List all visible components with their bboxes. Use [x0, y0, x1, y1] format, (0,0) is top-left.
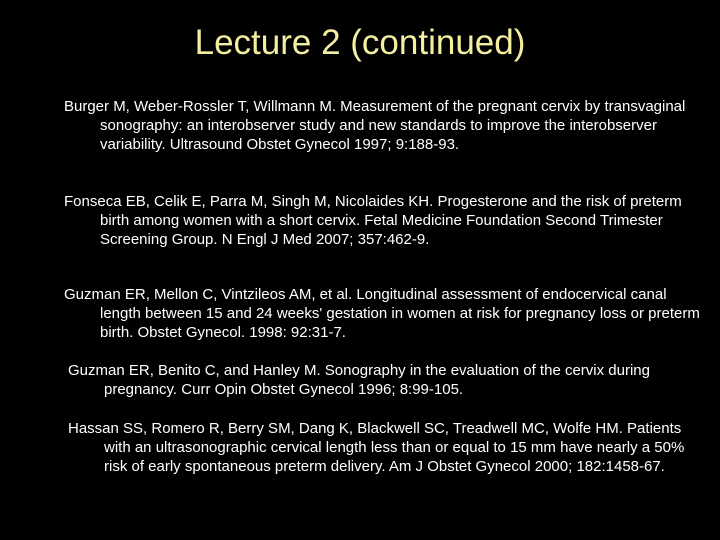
- slide-title: Lecture 2 (continued): [194, 23, 526, 62]
- reference-guzman-mellon: Guzman ER, Mellon C, Vintzileos AM, et al. Longitudinal assessment of endocervical canal length between 15 and 24 weeks' gestation in women at risk for pregnancy loss or preterm birth. Obstet Gynecol. 1998: 92:31-7.: [64, 286, 700, 341]
- reference-fonseca: Fonseca EB, Celik E, Parra M, Singh M, Nicolaides KH. Progesterone and the risk of preterm birth among women with a short cervix. Fetal Medicine Foundation Second Trimester Screening Group. N Engl J Med 2007; 357:462-9.: [64, 193, 682, 248]
- reference-hassan: Hassan SS, Romero R, Berry SM, Dang K, Blackwell SC, Treadwell MC, Wolfe HM. Patients with an ultrasonographic cervical length less than or equal to 15 mm have nearly a 50% risk of early spontaneous preterm delivery. Am J Obstet Gynecol 2000; 182:1458-67.: [68, 420, 685, 475]
- reference-burger: Burger M, Weber-Rossler T, Willmann M. Measurement of the pregnant cervix by transvaginal sonography: an interobserver study and new standards to improve the interobserver variability. Ultrasound Obstet Gynecol 1997; 9:188-93.: [64, 98, 686, 153]
- reference-guzman-benito: Guzman ER, Benito C, and Hanley M. Sonography in the evaluation of the cervix during pregnancy. Curr Opin Obstet Gynecol 1996; 8:99-105.: [68, 362, 650, 398]
